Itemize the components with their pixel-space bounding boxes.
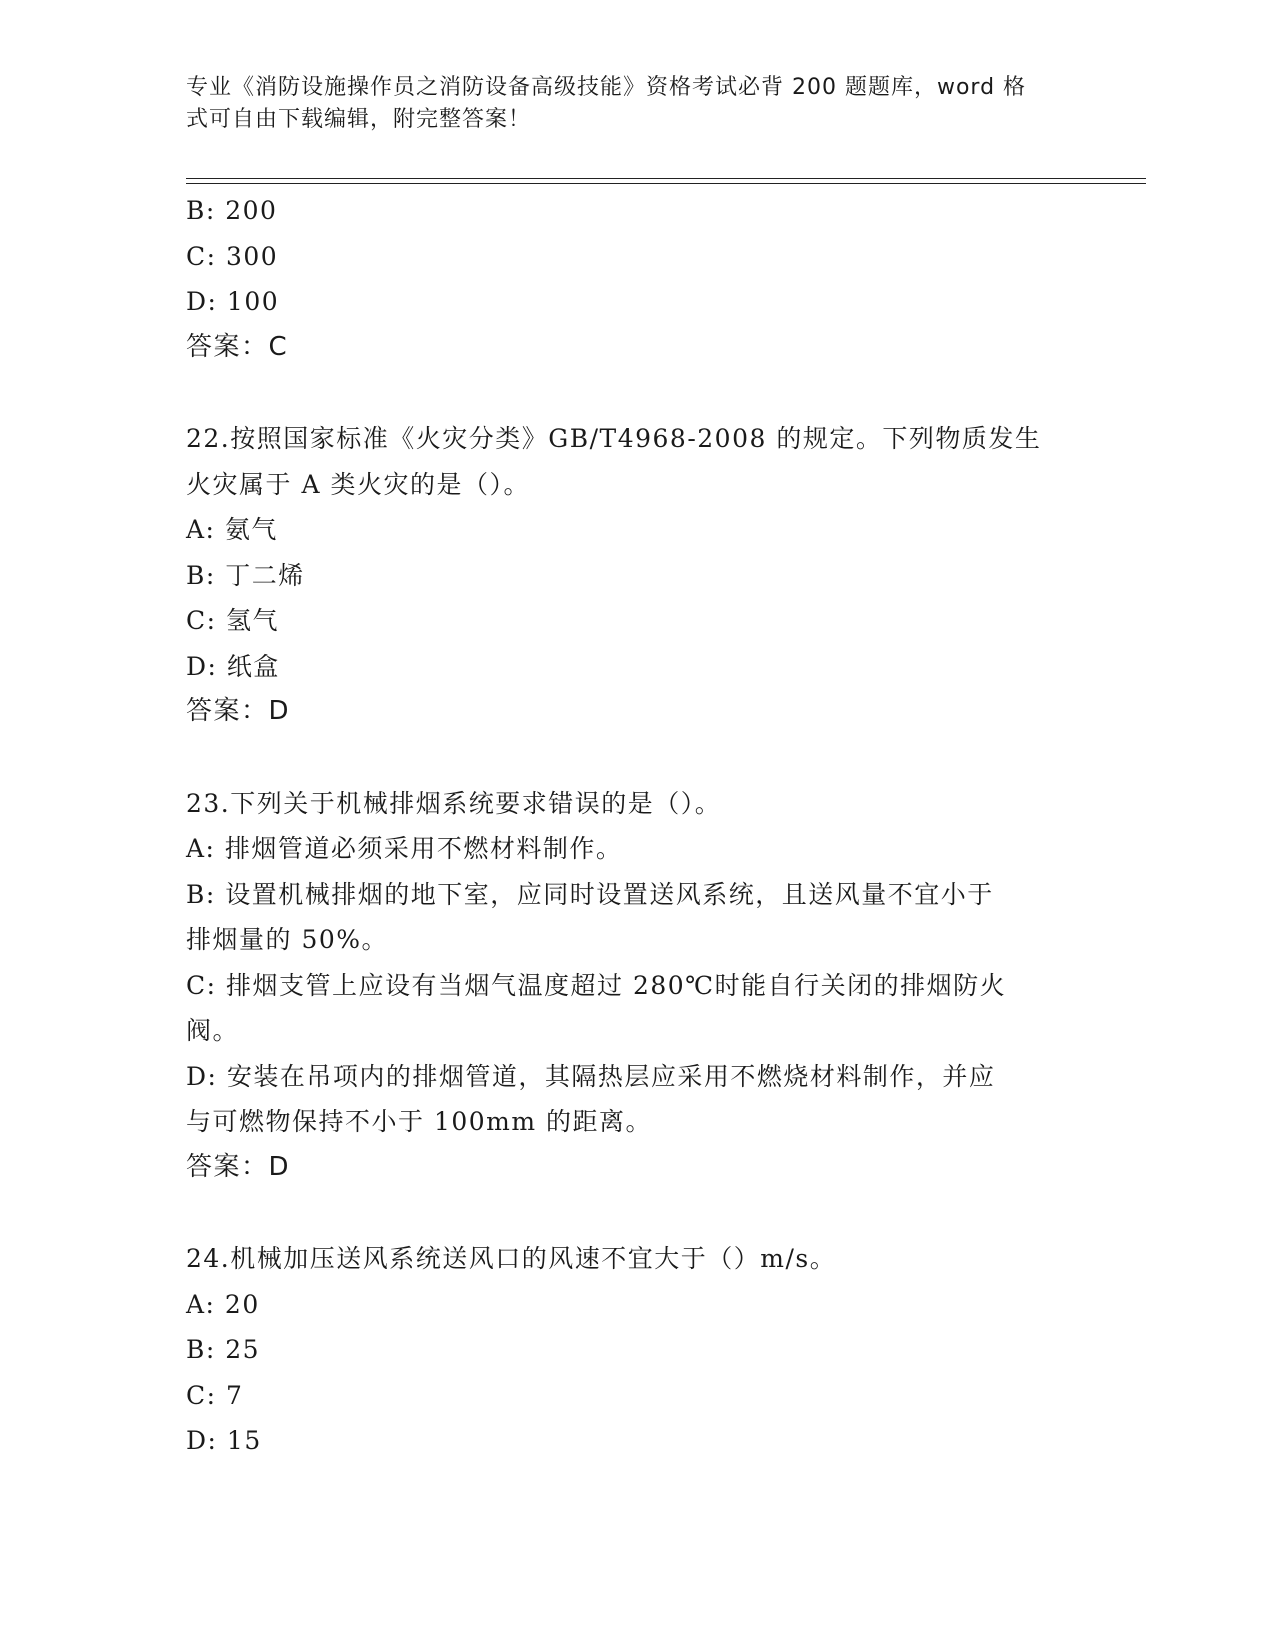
option-b: B: 200 [186, 196, 278, 225]
option-c: C: 排烟支管上应设有当烟气温度超过 280℃时能自行关闭的排烟防火 [186, 970, 1007, 1000]
option-b-continued: 排烟量的 50%。 [186, 925, 389, 954]
question-spacer [186, 370, 1086, 416]
question-spacer [186, 1190, 1086, 1236]
option-b: B: 丁二烯 [186, 560, 305, 590]
document-header [186, 72, 1066, 136]
header-line-2: 式可自由下载编辑，附完整答案！ [186, 107, 532, 132]
question-22 [186, 416, 1086, 735]
header-divider-bottom [186, 183, 1146, 184]
option-c-continued: 阀。 [186, 1016, 240, 1045]
question-stem: 23.下列关于机械排烟系统要求错误的是（）。 [186, 788, 722, 818]
header-divider-top [186, 178, 1146, 179]
question-21 [186, 188, 1086, 370]
question-24 [186, 1236, 1086, 1464]
answer: 答案：C [186, 331, 289, 362]
question-spacer [186, 735, 1086, 781]
option-a: A: 氨气 [186, 515, 278, 544]
option-c: C: 氢气 [186, 606, 279, 635]
option-b: B: 设置机械排烟的地下室，应同时设置送风系统，且送风量不宜小于 [186, 879, 994, 909]
question-stem-continued: 火灾属于 A 类火灾的是（）。 [186, 469, 530, 499]
option-a: A: 20 [186, 1289, 260, 1319]
answer: 答案：D [186, 1151, 291, 1182]
option-b: B: 25 [186, 1335, 261, 1364]
question-stem: 24.机械加压送风系统送风口的风速不宜大于（）m/s。 [186, 1244, 837, 1273]
answer: 答案：D [186, 696, 291, 726]
option-d: D: 纸盒 [186, 651, 280, 681]
question-stem: 22.按照国家标准《火灾分类》GB/T4968-2008 的规定。下列物质发生 [186, 424, 1042, 453]
option-d: D: 安装在吊项内的排烟管道，其隔热层应采用不燃烧材料制作，并应 [186, 1061, 996, 1091]
question-list [186, 188, 1086, 1464]
option-d-continued: 与可燃物保持不小于 100mm 的距离。 [186, 1107, 653, 1136]
option-a: A: 排烟管道必须采用不燃材料制作。 [186, 834, 623, 863]
option-c: C: 300 [186, 241, 279, 271]
option-c: C: 7 [186, 1380, 244, 1410]
option-d: D: 100 [186, 287, 280, 316]
header-line-1: 专业《消防设施操作员之消防设备高级技能》资格考试必背 200 题题库，word 格 [186, 75, 1027, 100]
question-23 [186, 781, 1086, 1191]
option-d: D: 15 [186, 1426, 262, 1455]
